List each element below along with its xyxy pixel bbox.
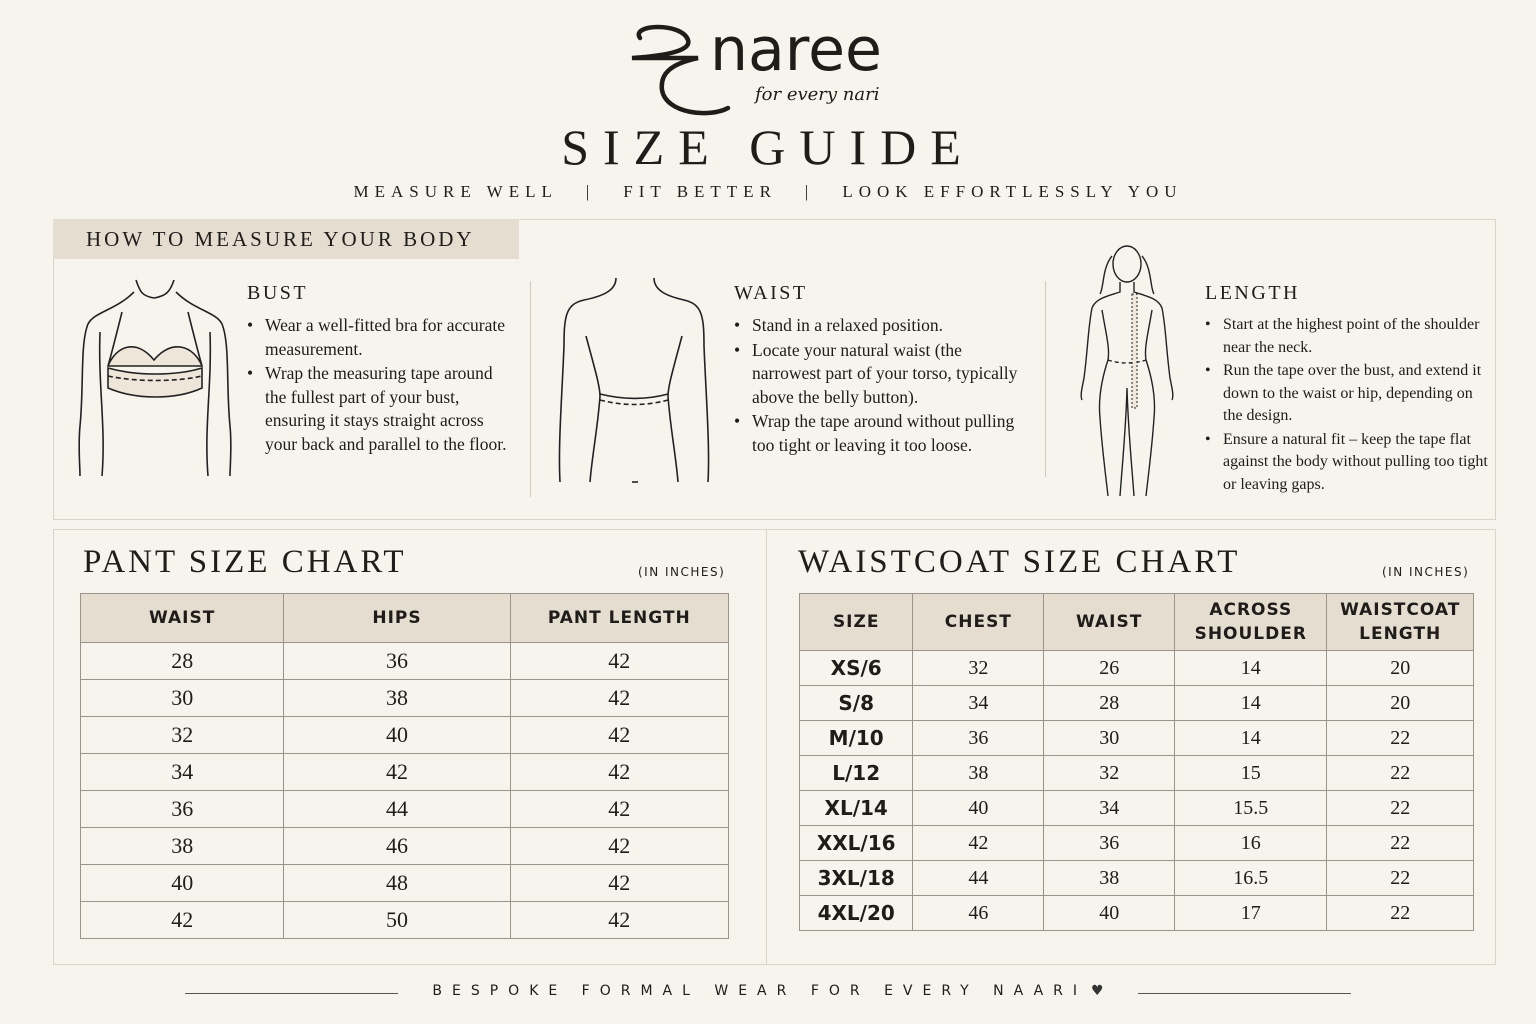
table-cell: 16.5 <box>1175 861 1327 896</box>
table-cell: 34 <box>81 754 284 791</box>
table-cell: 38 <box>284 680 510 717</box>
table-row <box>81 717 729 754</box>
section-divider <box>1045 281 1046 477</box>
table-cell: 50 <box>284 902 510 939</box>
brand-logo <box>600 10 940 122</box>
table-cell: 48 <box>284 865 510 902</box>
table-cell: 22 <box>1327 826 1474 861</box>
subtitle-separator: | <box>585 182 596 201</box>
list-item: • Stand in a relaxed position. <box>734 314 1034 338</box>
table-row <box>800 826 1474 861</box>
table-cell: 40 <box>1044 896 1175 931</box>
table-cell: M/10 <box>800 721 913 756</box>
table-cell: 15.5 <box>1175 791 1327 826</box>
table-cell: 16 <box>1175 826 1327 861</box>
table-cell: 15 <box>1175 756 1327 791</box>
measure-heading-tab <box>53 219 519 259</box>
footer-text: BESPOKE FORMAL WEAR FOR EVERY NAARI <box>432 983 1088 999</box>
pant-chart-unit: (IN INCHES) <box>638 565 726 579</box>
table-cell: 44 <box>913 861 1044 896</box>
column-header: WAIST <box>81 594 284 643</box>
list-item: • Run the tape over the bust, and extend it down to the waist or hip, depending on the design. <box>1205 360 1490 428</box>
list-item: • Wrap the tape around without pulling too tight or leaving it too loose. <box>734 410 1034 457</box>
table-cell: 22 <box>1327 896 1474 931</box>
subtitle-separator: | <box>804 182 815 201</box>
subtitle-part: MEASURE WELL <box>353 182 558 201</box>
waist-instructions <box>734 314 1034 458</box>
list-item: • Ensure a natural fit – keep the tape flat against the body without pulling too tight or leaving gaps. <box>1205 429 1490 497</box>
table-cell: 42 <box>510 680 728 717</box>
table-row <box>81 791 729 828</box>
brand-name: naree <box>710 15 882 85</box>
column-header: ACROSS SHOULDER <box>1175 594 1327 651</box>
list-item: • Start at the highest point of the shoulder near the neck. <box>1205 314 1490 359</box>
table-cell: 26 <box>1044 651 1175 686</box>
table-cell: 4XL/20 <box>800 896 913 931</box>
page-subtitle <box>0 182 1536 202</box>
table-cell: XL/14 <box>800 791 913 826</box>
column-header: SIZE <box>800 594 913 651</box>
table-row <box>800 896 1474 931</box>
table-cell: 36 <box>913 721 1044 756</box>
table-cell: 42 <box>913 826 1044 861</box>
table-cell: 46 <box>913 896 1044 931</box>
table-cell: L/12 <box>800 756 913 791</box>
list-item: • Wrap the measuring tape around the fullest part of your bust, ensuring it stays straight across your back and parallel to the floor. <box>247 362 517 456</box>
table-cell: 42 <box>81 902 284 939</box>
table-cell: 36 <box>284 643 510 680</box>
table-cell: S/8 <box>800 686 913 721</box>
table-row <box>800 861 1474 896</box>
table-cell: 28 <box>81 643 284 680</box>
list-item: • Locate your natural waist (the narrowest part of your torso, typically above the belly button). <box>734 339 1034 410</box>
table-row <box>800 651 1474 686</box>
table-row <box>800 686 1474 721</box>
table-cell: 40 <box>913 791 1044 826</box>
bust-title: BUST <box>247 282 309 304</box>
table-cell: 38 <box>1044 861 1175 896</box>
column-header: CHEST <box>913 594 1044 651</box>
table-cell: 20 <box>1327 651 1474 686</box>
table-cell: 22 <box>1327 791 1474 826</box>
table-cell: 42 <box>510 791 728 828</box>
table-cell: 36 <box>81 791 284 828</box>
table-row <box>81 680 729 717</box>
pant-chart-title: PANT SIZE CHART <box>83 544 407 580</box>
table-cell: 22 <box>1327 721 1474 756</box>
table-cell: 32 <box>1044 756 1175 791</box>
table-cell: 34 <box>913 686 1044 721</box>
bust-instructions <box>247 314 517 457</box>
table-cell: 14 <box>1175 651 1327 686</box>
table-cell: 40 <box>81 865 284 902</box>
table-header-row <box>800 594 1474 651</box>
table-cell: XS/6 <box>800 651 913 686</box>
length-instructions <box>1205 314 1490 497</box>
table-cell: 42 <box>284 754 510 791</box>
bust-figure-icon <box>76 276 236 486</box>
table-cell: 40 <box>284 717 510 754</box>
table-cell: 46 <box>284 828 510 865</box>
length-title: LENGTH <box>1205 282 1300 304</box>
table-cell: 17 <box>1175 896 1327 931</box>
table-row <box>81 865 729 902</box>
table-row <box>81 902 729 939</box>
table-cell: 38 <box>81 828 284 865</box>
table-cell: 3XL/18 <box>800 861 913 896</box>
table-cell: 22 <box>1327 861 1474 896</box>
waistcoat-chart-unit: (IN INCHES) <box>1382 565 1470 579</box>
column-header: WAIST <box>1044 594 1175 651</box>
section-divider <box>530 281 531 497</box>
table-cell: 42 <box>510 828 728 865</box>
table-cell: 20 <box>1327 686 1474 721</box>
table-cell: 32 <box>913 651 1044 686</box>
table-cell: 28 <box>1044 686 1175 721</box>
column-header: PANT LENGTH <box>510 594 728 643</box>
page-title: SIZE GUIDE <box>561 119 975 175</box>
table-cell: 44 <box>284 791 510 828</box>
waist-figure-icon <box>554 276 714 491</box>
brand-tagline: for every nari <box>755 84 880 105</box>
table-cell: XXL/16 <box>800 826 913 861</box>
subtitle-part: FIT BETTER <box>623 182 777 201</box>
table-cell: 34 <box>1044 791 1175 826</box>
table-cell: 42 <box>510 902 728 939</box>
table-cell: 36 <box>1044 826 1175 861</box>
table-header-row <box>81 594 729 643</box>
list-item: • Wear a well-fitted bra for accurate measurement. <box>247 314 517 361</box>
heart-icon: ♥ <box>1091 983 1104 999</box>
subtitle-part: LOOK EFFORTLESSLY YOU <box>842 182 1183 201</box>
table-cell: 30 <box>81 680 284 717</box>
column-header: HIPS <box>284 594 510 643</box>
column-header: WAISTCOAT LENGTH <box>1327 594 1474 651</box>
table-row <box>81 828 729 865</box>
table-cell: 42 <box>510 643 728 680</box>
table-cell: 14 <box>1175 721 1327 756</box>
footer <box>0 983 1536 999</box>
waist-title: WAIST <box>734 282 808 304</box>
measure-heading: HOW TO MEASURE YOUR BODY <box>86 227 475 251</box>
table-row <box>800 756 1474 791</box>
table-row <box>800 791 1474 826</box>
table-cell: 32 <box>81 717 284 754</box>
table-row <box>800 721 1474 756</box>
table-cell: 30 <box>1044 721 1175 756</box>
table-cell: 14 <box>1175 686 1327 721</box>
table-row <box>81 754 729 791</box>
charts-divider <box>766 529 767 965</box>
table-cell: 38 <box>913 756 1044 791</box>
pant-size-table <box>80 593 729 939</box>
waistcoat-chart-title: WAISTCOAT SIZE CHART <box>798 544 1241 580</box>
table-cell: 42 <box>510 717 728 754</box>
waistcoat-size-table <box>799 593 1474 931</box>
table-cell: 42 <box>510 865 728 902</box>
table-row <box>81 643 729 680</box>
full-body-figure-icon <box>1072 238 1182 505</box>
table-cell: 42 <box>510 754 728 791</box>
table-cell: 22 <box>1327 756 1474 791</box>
